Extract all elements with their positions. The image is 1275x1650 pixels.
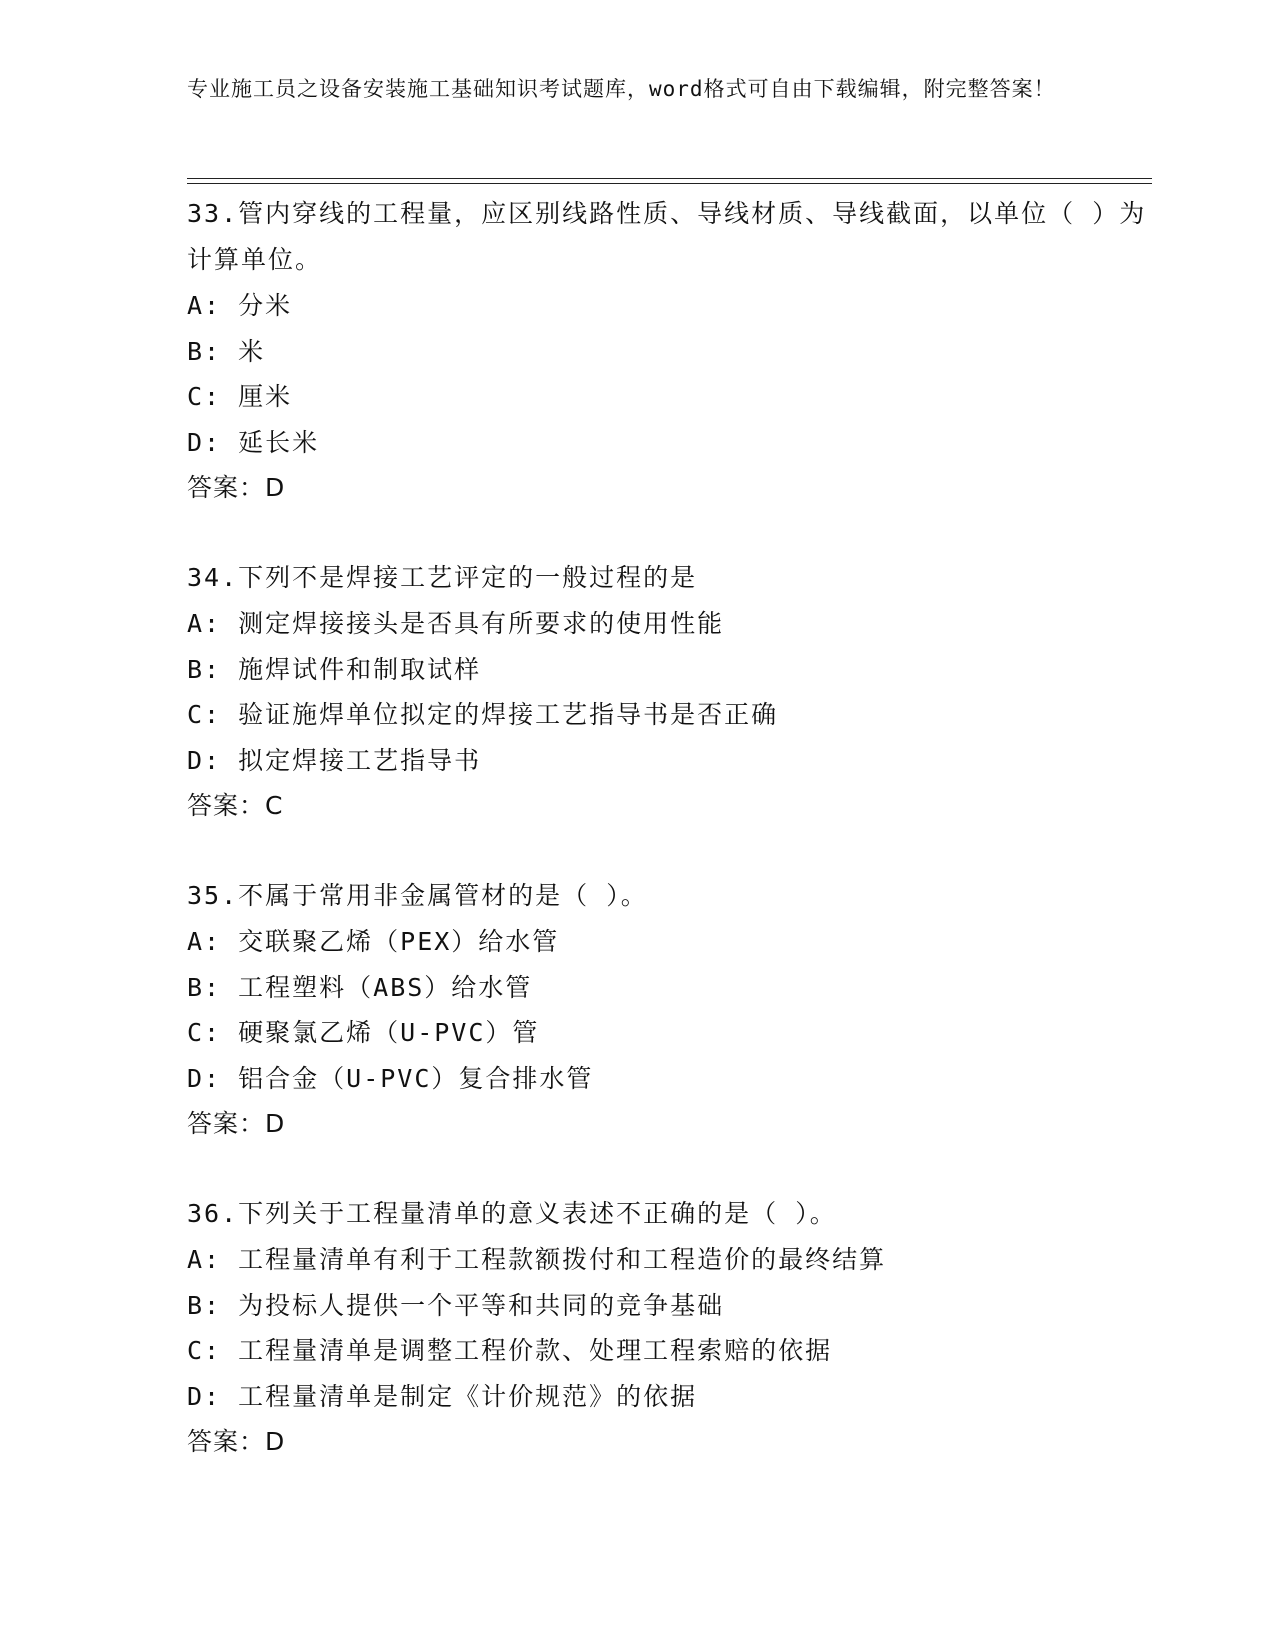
option-c: C: 硬聚氯乙烯（U-PVC）管 [187, 1018, 540, 1047]
option-a: A: 测定焊接接头是否具有所要求的使用性能 [187, 609, 725, 638]
question-stem: 35.不属于常用非金属管材的是（ ）。 [187, 881, 648, 910]
document-header-text: 专业施工员之设备安装施工基础知识考试题库，word格式可自由下载编辑，附完整答案！ [187, 77, 1056, 101]
answer-line: 答案：C [187, 791, 284, 820]
answer-line: 答案：D [187, 1427, 286, 1456]
header-divider-top [187, 178, 1152, 179]
question-list [187, 191, 1152, 1509]
option-d: D: 工程量清单是制定《计价规范》的依据 [187, 1381, 698, 1411]
option-c: C: 工程量清单是调整工程价款、处理工程索赔的依据 [187, 1336, 833, 1365]
question-36 [187, 1191, 1152, 1465]
option-d: D: 拟定焊接工艺指导书 [187, 745, 482, 775]
answer-line: 答案：D [187, 1109, 286, 1138]
option-c: C: 验证施焊单位拟定的焊接工艺指导书是否正确 [187, 700, 779, 729]
option-b: B: 米 [187, 336, 266, 366]
question-stem: 34.下列不是焊接工艺评定的一般过程的是 [187, 563, 698, 592]
option-a: A: 工程量清单有利于工程款额拨付和工程造价的最终结算 [187, 1245, 887, 1274]
option-b: B: 施焊试件和制取试样 [187, 654, 482, 684]
option-a: A: 分米 [187, 291, 293, 320]
option-d: D: 延长米 [187, 427, 320, 457]
option-b: B: 工程塑料（ABS）给水管 [187, 972, 533, 1002]
question-stem: 33.管内穿线的工程量，应区别线路性质、导线材质、导线截面，以单位（ ）为计算单位。 [187, 199, 1147, 274]
question-34 [187, 555, 1152, 829]
option-b: B: 为投标人提供一个平等和共同的竞争基础 [187, 1290, 725, 1320]
header-divider-bottom [187, 183, 1152, 184]
question-35 [187, 873, 1152, 1147]
answer-line: 答案：D [187, 473, 286, 502]
option-c: C: 厘米 [187, 382, 293, 411]
question-33 [187, 191, 1152, 511]
question-stem: 36.下列关于工程量清单的意义表述不正确的是（ ）。 [187, 1199, 837, 1228]
option-d: D: 铝合金（U-PVC）复合排水管 [187, 1063, 594, 1093]
option-a: A: 交联聚乙烯（PEX）给水管 [187, 927, 560, 956]
